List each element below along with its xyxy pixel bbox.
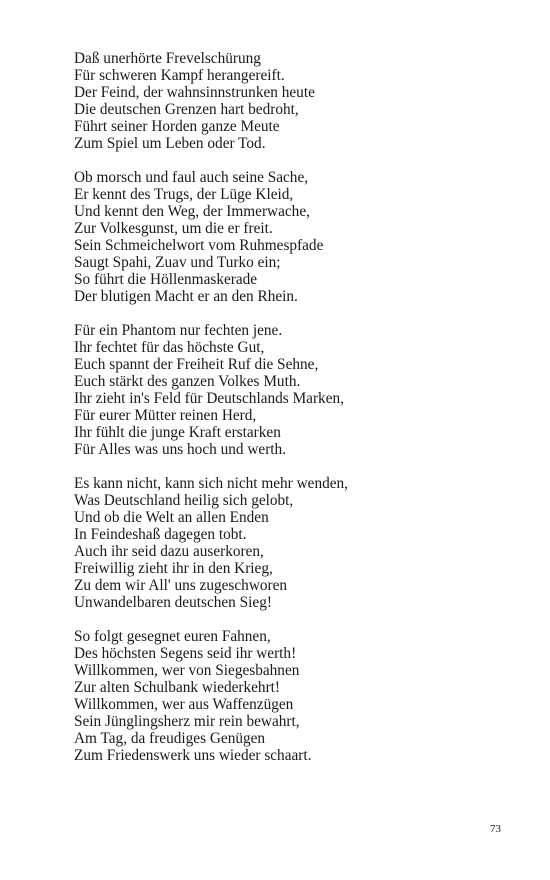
page-number: 73 bbox=[490, 823, 501, 835]
poem-line: In Feindeshaß dagegen tobt. bbox=[74, 526, 247, 543]
stanza-1 bbox=[74, 50, 514, 152]
poem-line: So führt die Höllenmaskerade bbox=[74, 271, 258, 288]
poem-line: Zum Friedenswerk uns wieder schaart. bbox=[74, 747, 312, 764]
stanza-5 bbox=[74, 628, 514, 764]
poem-line: Freiwillig zieht ihr in den Krieg, bbox=[74, 560, 273, 577]
poem-line: Euch stärkt des ganzen Volkes Muth. bbox=[74, 373, 301, 390]
poem-line: Willkommen, wer aus Waffenzügen bbox=[74, 696, 294, 713]
poem-line: So folgt gesegnet euren Fahnen, bbox=[74, 628, 271, 645]
poem-line: Für Alles was uns hoch und werth. bbox=[74, 441, 287, 458]
poem-line: Zur alten Schulbank wiederkehrt! bbox=[74, 679, 281, 696]
poem-line: Saugt Spahi, Zuav und Turko ein; bbox=[74, 254, 281, 271]
poem-line: Es kann nicht, kann sich nicht mehr wenden, bbox=[74, 475, 348, 492]
poem-line: Was Deutschland heilig sich gelobt, bbox=[74, 492, 294, 509]
stanza-4 bbox=[74, 475, 514, 611]
poem-line: Der blutigen Macht er an den Rhein. bbox=[74, 288, 298, 305]
poem-line: Für schweren Kampf herangereift. bbox=[74, 67, 285, 84]
poem-line: Für eurer Mütter reinen Herd, bbox=[74, 407, 257, 424]
poem-body bbox=[74, 50, 514, 781]
poem-line: Die deutschen Grenzen hart bedroht, bbox=[74, 101, 299, 118]
poem-line: Für ein Phantom nur fechten jene. bbox=[74, 322, 283, 339]
poem-line: Auch ihr seid dazu auserkoren, bbox=[74, 543, 264, 560]
poem-line: Daß unerhörte Frevelschürung bbox=[74, 50, 261, 67]
poem-line: Ob morsch und faul auch seine Sache, bbox=[74, 169, 309, 186]
poem-line: Und kennt den Weg, der Immerwache, bbox=[74, 203, 310, 220]
poem-line: Sein Schmeichelwort vom Ruhmespfade bbox=[74, 237, 324, 254]
stanza-3 bbox=[74, 322, 514, 458]
poem-line: Am Tag, da freudiges Genügen bbox=[74, 730, 266, 747]
poem-line: Führt seiner Horden ganze Meute bbox=[74, 118, 280, 135]
poem-line: Zur Volkesgunst, um die er freit. bbox=[74, 220, 273, 237]
poem-line: Sein Jünglingsherz mir rein bewahrt, bbox=[74, 713, 300, 730]
poem-line: Euch spannt der Freiheit Ruf die Sehne, bbox=[74, 356, 319, 373]
poem-line: Ihr fühlt die junge Kraft erstarken bbox=[74, 424, 281, 441]
poem-line: Und ob die Welt an allen Enden bbox=[74, 509, 269, 526]
poem-line: Willkommen, wer von Siegesbahnen bbox=[74, 662, 300, 679]
poem-line: Zu dem wir All' uns zugeschworen bbox=[74, 577, 288, 594]
poem-line: Ihr zieht in's Feld für Deutschlands Marken, bbox=[74, 390, 344, 407]
poem-line: Ihr fechtet für das höchste Gut, bbox=[74, 339, 265, 356]
poem-line: Unwandelbaren deutschen Sieg! bbox=[74, 594, 272, 611]
poem-line: Er kennt des Trugs, der Lüge Kleid, bbox=[74, 186, 294, 203]
stanza-2 bbox=[74, 169, 514, 305]
poem-line: Der Feind, der wahnsinnstrunken heute bbox=[74, 84, 315, 101]
poem-line: Zum Spiel um Leben oder Tod. bbox=[74, 135, 266, 152]
poem-line: Des höchsten Segens seid ihr werth! bbox=[74, 645, 297, 662]
